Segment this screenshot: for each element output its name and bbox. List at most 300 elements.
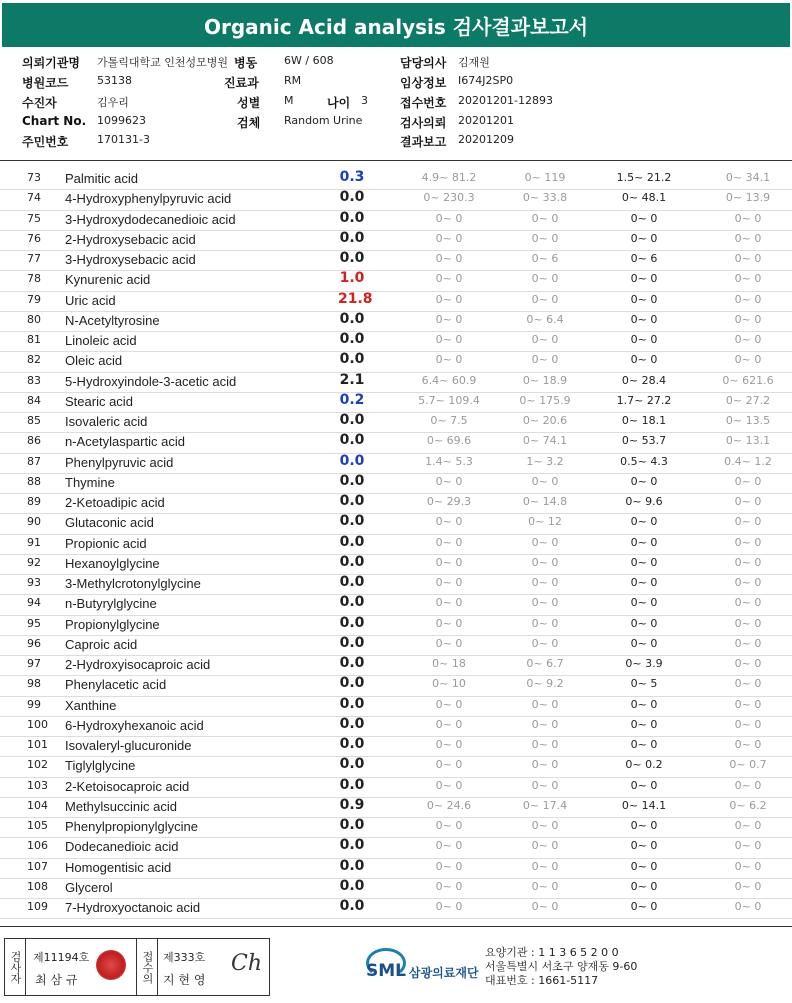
reference-range-3: 0~ 3.9 xyxy=(625,657,663,670)
result-value: 0.0 xyxy=(339,634,365,651)
analyte-name: Xanthine xyxy=(65,697,117,713)
reference-range-3: 0~ 28.4 xyxy=(621,373,667,387)
analyte-name: N-Acetyltyrosine xyxy=(65,312,160,328)
reference-range-1: 0~ 0 xyxy=(435,515,463,529)
reference-range-2: 0~ 0 xyxy=(531,272,559,286)
reference-range-3: 0~ 0 xyxy=(630,576,658,589)
table-row xyxy=(0,311,792,332)
row-number: 87 xyxy=(27,454,41,468)
result-value: 0.0 xyxy=(339,229,365,246)
analyte-name: Methylsuccinic acid xyxy=(65,798,177,814)
result-value: 0.0 xyxy=(339,756,365,773)
table-row xyxy=(0,291,792,312)
analyte-name: 2-Hydroxysebacic acid xyxy=(65,231,196,247)
reference-range-1: 6.4~ 60.9 xyxy=(421,373,477,387)
row-number: 104 xyxy=(27,798,48,812)
reference-range-2: 0~ 0 xyxy=(531,353,559,367)
analyte-name: Kynurenic acid xyxy=(65,272,151,288)
info-row xyxy=(22,94,782,112)
approver-license-no: 제333호 xyxy=(163,951,206,964)
org-info xyxy=(485,946,637,988)
reference-range-2: 0~ 6.4 xyxy=(526,312,564,326)
analyte-name: Phenylpyruvic acid xyxy=(65,454,174,470)
row-number: 105 xyxy=(27,819,48,832)
analyte-name: Phenylacetic acid xyxy=(65,677,167,693)
reference-range-1: 0~ 0 xyxy=(435,272,463,286)
reference-range-2: 0~ 0 xyxy=(531,596,559,610)
analyte-name: 3-Hydroxysebacic acid xyxy=(65,252,196,267)
reference-range-4: 0~ 0 xyxy=(734,252,762,265)
label-accession-no: 접수번호 xyxy=(400,96,447,110)
org-code: 요양기관 : 1 1 3 6 5 2 0 0 xyxy=(485,946,619,959)
analyte-name: 6-Hydroxyhexanoic acid xyxy=(65,717,204,733)
table-row xyxy=(0,270,792,291)
table-row xyxy=(0,837,792,858)
reference-range-1: 0~ 0 xyxy=(435,758,463,772)
reference-range-1: 0~ 0 xyxy=(435,616,463,630)
table-row xyxy=(0,675,792,696)
result-value: 0.0 xyxy=(339,655,365,671)
row-number: 74 xyxy=(27,191,41,205)
reference-range-3: 0.5~ 4.3 xyxy=(620,454,668,468)
reference-range-2: 0~ 175.9 xyxy=(519,393,571,407)
row-number: 90 xyxy=(27,515,41,529)
reference-range-1: 1.4~ 5.3 xyxy=(425,454,473,468)
reference-range-3: 0~ 0 xyxy=(630,900,658,913)
reference-range-3: 1.7~ 27.2 xyxy=(616,393,672,407)
table-row xyxy=(0,169,792,190)
reference-range-2: 0~ 0 xyxy=(531,900,559,913)
reference-range-1: 0~ 0 xyxy=(435,859,463,873)
reference-range-2: 0~ 0 xyxy=(531,616,559,630)
value-department: RM xyxy=(284,74,302,87)
analyte-name: n-Acetylaspartic acid xyxy=(65,434,185,450)
logo-text: SML xyxy=(366,961,406,981)
table-row xyxy=(0,331,792,352)
table-row xyxy=(0,210,792,231)
result-value: 21.8 xyxy=(338,290,373,307)
reference-range-3: 0~ 0 xyxy=(630,211,658,225)
row-number: 102 xyxy=(27,758,48,772)
reference-range-4: 0~ 0 xyxy=(734,333,762,346)
reference-range-4: 0~ 0.7 xyxy=(729,758,767,772)
reference-range-2: 0~ 18.9 xyxy=(522,373,568,387)
result-value: 0.0 xyxy=(339,736,365,752)
reference-range-1: 0~ 0 xyxy=(435,474,463,488)
row-number: 86 xyxy=(27,434,41,448)
result-value: 0.0 xyxy=(339,331,365,347)
table-row xyxy=(0,574,792,595)
reference-range-1: 0~ 0 xyxy=(435,778,463,792)
reference-range-2: 0~ 12 xyxy=(528,515,562,529)
reference-range-1: 0~ 0 xyxy=(435,900,463,913)
value-patient: 김우리 xyxy=(97,96,129,109)
table-row xyxy=(0,615,792,636)
reference-range-4: 0~ 0 xyxy=(734,576,762,589)
reference-range-4: 0~ 13.1 xyxy=(725,434,771,448)
analyte-name: Glutaconic acid xyxy=(65,515,154,531)
reference-range-4: 0~ 0 xyxy=(734,596,762,610)
reference-range-1: 0~ 24.6 xyxy=(426,798,472,812)
table-row xyxy=(0,534,792,555)
reference-range-1: 0~ 0 xyxy=(435,211,463,225)
result-value: 0.0 xyxy=(339,857,365,874)
analyte-name: Propionylglycine xyxy=(65,616,160,632)
reference-range-4: 0~ 0 xyxy=(734,272,762,286)
reference-range-2: 0~ 0 xyxy=(531,535,559,549)
row-number: 83 xyxy=(27,373,41,387)
table-row xyxy=(0,473,792,494)
reference-range-4: 0~ 0 xyxy=(734,211,762,225)
reference-range-2: 0~ 0 xyxy=(531,636,559,650)
reference-range-4: 0~ 0 xyxy=(734,474,762,488)
analyte-name: 2-Hydroxyisocaproic acid xyxy=(65,657,211,672)
reference-range-4: 0~ 13.5 xyxy=(725,414,771,427)
report-title: Organic Acid analysis 검사결과보고서 xyxy=(2,3,790,47)
reference-range-1: 5.7~ 109.4 xyxy=(418,393,480,407)
row-number: 92 xyxy=(27,555,41,569)
reference-range-2: 0~ 0 xyxy=(531,738,559,751)
label-specimen: 검체 xyxy=(237,116,261,130)
reference-range-4: 0~ 0 xyxy=(734,717,762,731)
reference-range-4: 0~ 0 xyxy=(734,292,762,306)
reference-range-1: 0~ 0 xyxy=(435,596,463,610)
table-row xyxy=(0,594,792,615)
reference-range-3: 0~ 0 xyxy=(630,535,658,549)
value-ward: 6W / 608 xyxy=(284,54,334,67)
table-row xyxy=(0,655,792,676)
row-number: 101 xyxy=(27,738,48,751)
reference-range-3: 0~ 0.2 xyxy=(625,758,663,772)
reference-range-1: 0~ 0 xyxy=(435,879,463,893)
reference-range-1: 0~ 0 xyxy=(435,555,463,569)
reference-range-3: 1.5~ 21.2 xyxy=(616,171,672,184)
label-clinical-info: 임상정보 xyxy=(400,76,447,90)
row-number: 93 xyxy=(27,576,41,589)
row-number: 81 xyxy=(27,333,41,346)
reference-range-3: 0~ 0 xyxy=(630,717,658,731)
row-number: 85 xyxy=(27,414,41,427)
table-row xyxy=(0,878,792,899)
reference-range-2: 0~ 33.8 xyxy=(522,191,568,205)
reference-range-1: 0~ 29.3 xyxy=(426,495,472,508)
reference-range-3: 0~ 9.6 xyxy=(625,495,663,508)
reference-range-4: 0~ 0 xyxy=(734,859,762,873)
analyte-name: Propionic acid xyxy=(65,535,147,551)
row-number: 84 xyxy=(27,393,41,407)
reference-range-2: 0~ 9.2 xyxy=(526,677,564,691)
reference-range-4: 0~ 0 xyxy=(734,555,762,569)
result-value: 0.3 xyxy=(339,169,365,185)
result-value: 0.0 xyxy=(339,715,365,732)
row-number: 75 xyxy=(27,211,41,225)
reference-range-2: 0~ 0 xyxy=(531,333,559,346)
reference-range-1: 0~ 0 xyxy=(435,738,463,751)
reference-range-3: 0~ 0 xyxy=(630,292,658,306)
result-value: 1.0 xyxy=(339,270,365,287)
reference-range-2: 0~ 0 xyxy=(531,292,559,306)
value-age: 3 xyxy=(361,94,368,107)
org-address: 서울특별시 서초구 양재동 9-60 xyxy=(485,960,638,973)
reference-range-2: 0~ 0 xyxy=(531,859,559,873)
divider xyxy=(0,926,792,927)
label-hospital-code: 병원코드 xyxy=(22,76,69,90)
reference-range-4: 0~ 0 xyxy=(734,778,762,792)
row-number: 88 xyxy=(27,474,41,488)
analyte-name: Thymine xyxy=(65,474,115,490)
analyte-name: Isovaleric acid xyxy=(65,414,148,429)
label-chart-no: Chart No. xyxy=(22,114,87,128)
reference-range-3: 0~ 0 xyxy=(630,596,658,610)
reference-range-2: 0~ 0 xyxy=(531,211,559,225)
row-number: 77 xyxy=(27,252,41,265)
result-value: 0.0 xyxy=(339,493,365,509)
analyte-name: 5-Hydroxyindole-3-acetic acid xyxy=(65,373,237,389)
reference-range-4: 0~ 27.2 xyxy=(725,393,771,407)
reference-range-3: 0~ 0 xyxy=(630,515,658,529)
reference-range-2: 0~ 74.1 xyxy=(522,434,568,448)
reference-range-3: 0~ 0 xyxy=(630,738,658,751)
reference-range-4: 0~ 0 xyxy=(734,616,762,630)
reference-range-3: 0~ 0 xyxy=(630,231,658,245)
reference-range-1: 0~ 0 xyxy=(435,535,463,549)
analyte-name: Uric acid xyxy=(65,292,116,308)
row-number: 78 xyxy=(27,272,41,286)
value-hospital-code: 53138 xyxy=(97,74,132,87)
table-row xyxy=(0,453,792,474)
result-value: 0.0 xyxy=(339,594,365,611)
reference-range-3: 0~ 0 xyxy=(630,616,658,630)
reference-range-1: 0~ 7.5 xyxy=(430,414,468,427)
reference-range-3: 0~ 0 xyxy=(630,859,658,873)
reference-range-4: 0~ 13.9 xyxy=(725,191,771,205)
value-sex: M xyxy=(284,94,294,107)
reference-range-2: 0~ 6 xyxy=(531,252,559,265)
reference-range-3: 0~ 0 xyxy=(630,778,658,792)
reference-range-2: 0~ 0 xyxy=(531,758,559,772)
result-value: 0.0 xyxy=(339,452,365,469)
reference-range-4: 0~ 0 xyxy=(734,697,762,711)
table-row xyxy=(0,797,792,818)
row-number: 96 xyxy=(27,636,41,650)
result-value: 0.0 xyxy=(339,209,365,226)
row-number: 107 xyxy=(27,859,48,873)
result-value: 0.0 xyxy=(339,817,365,833)
result-value: 0.0 xyxy=(339,513,365,530)
analyte-name: 2-Ketoisocaproic acid xyxy=(65,778,190,794)
reference-range-3: 0~ 53.7 xyxy=(621,434,667,448)
label-resident-no: 주민번호 xyxy=(22,135,69,149)
table-row xyxy=(0,716,792,737)
table-row xyxy=(0,513,792,534)
inspector-name: 최 삼 규 xyxy=(35,973,78,987)
reference-range-4: 0~ 0 xyxy=(734,353,762,367)
reference-range-2: 0~ 0 xyxy=(531,555,559,569)
result-value: 0.0 xyxy=(339,837,365,854)
org-name: 삼광의료재단 xyxy=(409,966,479,980)
result-value: 0.0 xyxy=(339,553,365,570)
reference-range-3: 0~ 0 xyxy=(630,474,658,488)
reference-range-4: 0~ 0 xyxy=(734,738,762,751)
table-row xyxy=(0,189,792,210)
result-value: 0.0 xyxy=(339,574,365,590)
reference-range-3: 0~ 0 xyxy=(630,353,658,367)
reference-range-3: 0~ 5 xyxy=(630,677,658,691)
row-number: 73 xyxy=(27,171,41,184)
label-ward: 병동 xyxy=(234,56,258,70)
row-number: 82 xyxy=(27,353,41,367)
result-value: 0.0 xyxy=(339,695,365,712)
reference-range-4: 0~ 0 xyxy=(734,657,762,670)
reference-range-2: 0~ 0 xyxy=(531,819,559,832)
label-request-date: 검사의뢰 xyxy=(400,116,447,130)
label-sex: 성별 xyxy=(237,96,261,110)
approver-name: 지 현 영 xyxy=(163,973,206,987)
table-row xyxy=(0,736,792,757)
row-number: 76 xyxy=(27,231,41,245)
table-row xyxy=(0,554,792,575)
seal-stamp xyxy=(96,950,126,980)
reference-range-2: 0~ 0 xyxy=(531,879,559,893)
reference-range-4: 0~ 0 xyxy=(734,879,762,893)
analyte-name: Palmitic acid xyxy=(65,171,138,186)
reference-range-4: 0~ 34.1 xyxy=(725,171,771,184)
result-value: 0.0 xyxy=(339,533,365,550)
reference-range-3: 0~ 0 xyxy=(630,636,658,650)
table-row xyxy=(0,858,792,879)
signature-box xyxy=(4,938,270,996)
reference-range-2: 0~ 0 xyxy=(531,839,559,853)
reference-range-4: 0~ 0 xyxy=(734,819,762,832)
reference-range-2: 0~ 0 xyxy=(531,576,559,589)
info-row xyxy=(22,54,782,72)
analyte-name: 2-Ketoadipic acid xyxy=(65,495,165,510)
reference-range-2: 0~ 0 xyxy=(531,717,559,731)
reference-range-4: 0~ 0 xyxy=(734,515,762,529)
reference-range-2: 0~ 20.6 xyxy=(522,414,568,427)
reference-range-1: 0~ 0 xyxy=(435,252,463,265)
result-value: 0.0 xyxy=(339,776,365,793)
reference-range-1: 0~ 0 xyxy=(435,353,463,367)
table-row xyxy=(0,817,792,838)
table-row xyxy=(0,493,792,514)
value-specimen: Random Urine xyxy=(284,114,363,127)
analyte-name: 3-Hydroxydodecanedioic acid xyxy=(65,211,236,227)
reference-range-1: 0~ 0 xyxy=(435,717,463,731)
reference-range-2: 0~ 0 xyxy=(531,697,559,711)
analyte-name: 3-Methylcrotonylglycine xyxy=(65,576,201,591)
reference-range-4: 0~ 0 xyxy=(734,900,762,913)
reference-range-1: 0~ 0 xyxy=(435,636,463,650)
table-row xyxy=(0,412,792,433)
reference-range-3: 0~ 0 xyxy=(630,312,658,326)
reference-range-1: 0~ 18 xyxy=(432,657,466,670)
label-department: 진료과 xyxy=(224,76,259,90)
divider xyxy=(0,160,792,161)
result-value: 0.9 xyxy=(339,796,365,813)
reference-range-3: 0~ 48.1 xyxy=(621,191,667,205)
reference-range-3: 0~ 0 xyxy=(630,555,658,569)
row-number: 99 xyxy=(27,697,41,711)
label-report-date: 결과보고 xyxy=(400,135,447,149)
reference-range-2: 0~ 119 xyxy=(524,171,566,184)
analyte-name: Stearic acid xyxy=(65,393,133,409)
value-accession-no: 20201201-12893 xyxy=(458,94,553,107)
reference-range-1: 0~ 0 xyxy=(435,292,463,306)
row-number: 79 xyxy=(27,292,41,306)
table-row xyxy=(0,372,792,393)
reference-range-3: 0~ 0 xyxy=(630,839,658,853)
analyte-name: Glycerol xyxy=(65,879,113,895)
reference-range-4: 0~ 0 xyxy=(734,677,762,691)
reference-range-1: 4.9~ 81.2 xyxy=(421,171,477,184)
row-number: 89 xyxy=(27,495,41,508)
analyte-name: 4-Hydroxyphenylpyruvic acid xyxy=(65,191,232,207)
row-number: 80 xyxy=(27,312,41,326)
reference-range-3: 0~ 0 xyxy=(630,333,658,346)
value-report-date: 20201209 xyxy=(458,133,514,146)
table-row xyxy=(0,250,792,271)
analyte-name: Caproic acid xyxy=(65,636,138,652)
reference-range-4: 0.4~ 1.2 xyxy=(724,454,772,468)
row-number: 109 xyxy=(27,900,48,913)
value-resident-no: 170131-3 xyxy=(97,133,150,146)
result-value: 0.0 xyxy=(339,614,365,631)
reference-range-4: 0~ 0 xyxy=(734,839,762,853)
reference-range-1: 0~ 10 xyxy=(432,677,466,691)
reference-range-2: 0~ 0 xyxy=(531,474,559,488)
result-value: 0.0 xyxy=(339,675,365,692)
row-number: 106 xyxy=(27,839,48,853)
table-row xyxy=(0,635,792,656)
table-row xyxy=(0,777,792,798)
analyte-name: n-Butyrylglycine xyxy=(65,596,157,612)
label-physician: 담당의사 xyxy=(400,56,447,70)
row-number: 94 xyxy=(27,596,41,610)
table-row xyxy=(0,898,792,919)
row-number: 91 xyxy=(27,535,41,549)
reference-range-1: 0~ 0 xyxy=(435,697,463,711)
result-value: 0.0 xyxy=(339,351,365,368)
reference-range-2: 0~ 17.4 xyxy=(522,798,568,812)
reference-range-1: 0~ 0 xyxy=(435,333,463,346)
reference-range-4: 0~ 0 xyxy=(734,636,762,650)
reference-range-3: 0~ 0 xyxy=(630,272,658,286)
result-value: 0.0 xyxy=(339,412,365,428)
row-number: 108 xyxy=(27,879,48,893)
reference-range-4: 0~ 0 xyxy=(734,231,762,245)
row-number: 98 xyxy=(27,677,41,691)
row-number: 97 xyxy=(27,657,41,670)
label-requesting-institution: 의뢰기관명 xyxy=(22,56,80,70)
reference-range-3: 0~ 18.1 xyxy=(621,414,667,427)
reference-range-4: 0~ 6.2 xyxy=(729,798,767,812)
result-value: 0.0 xyxy=(339,472,365,489)
result-value: 2.1 xyxy=(339,371,365,388)
result-value: 0.0 xyxy=(339,898,365,914)
value-requesting-institution: 가톨릭대학교 인천성모병원 xyxy=(97,56,229,69)
table-row xyxy=(0,696,792,717)
result-value: 0.0 xyxy=(339,189,365,206)
analyte-name: Hexanoylglycine xyxy=(65,555,160,571)
analyte-name: Tiglylglycine xyxy=(65,758,136,774)
reference-range-1: 0~ 230.3 xyxy=(423,191,475,205)
reference-range-3: 0~ 0 xyxy=(630,697,658,711)
reference-range-3: 0~ 0 xyxy=(630,879,658,893)
value-physician: 김재원 xyxy=(458,56,490,69)
table-row xyxy=(0,230,792,251)
reference-range-2: 0~ 0 xyxy=(531,231,559,245)
